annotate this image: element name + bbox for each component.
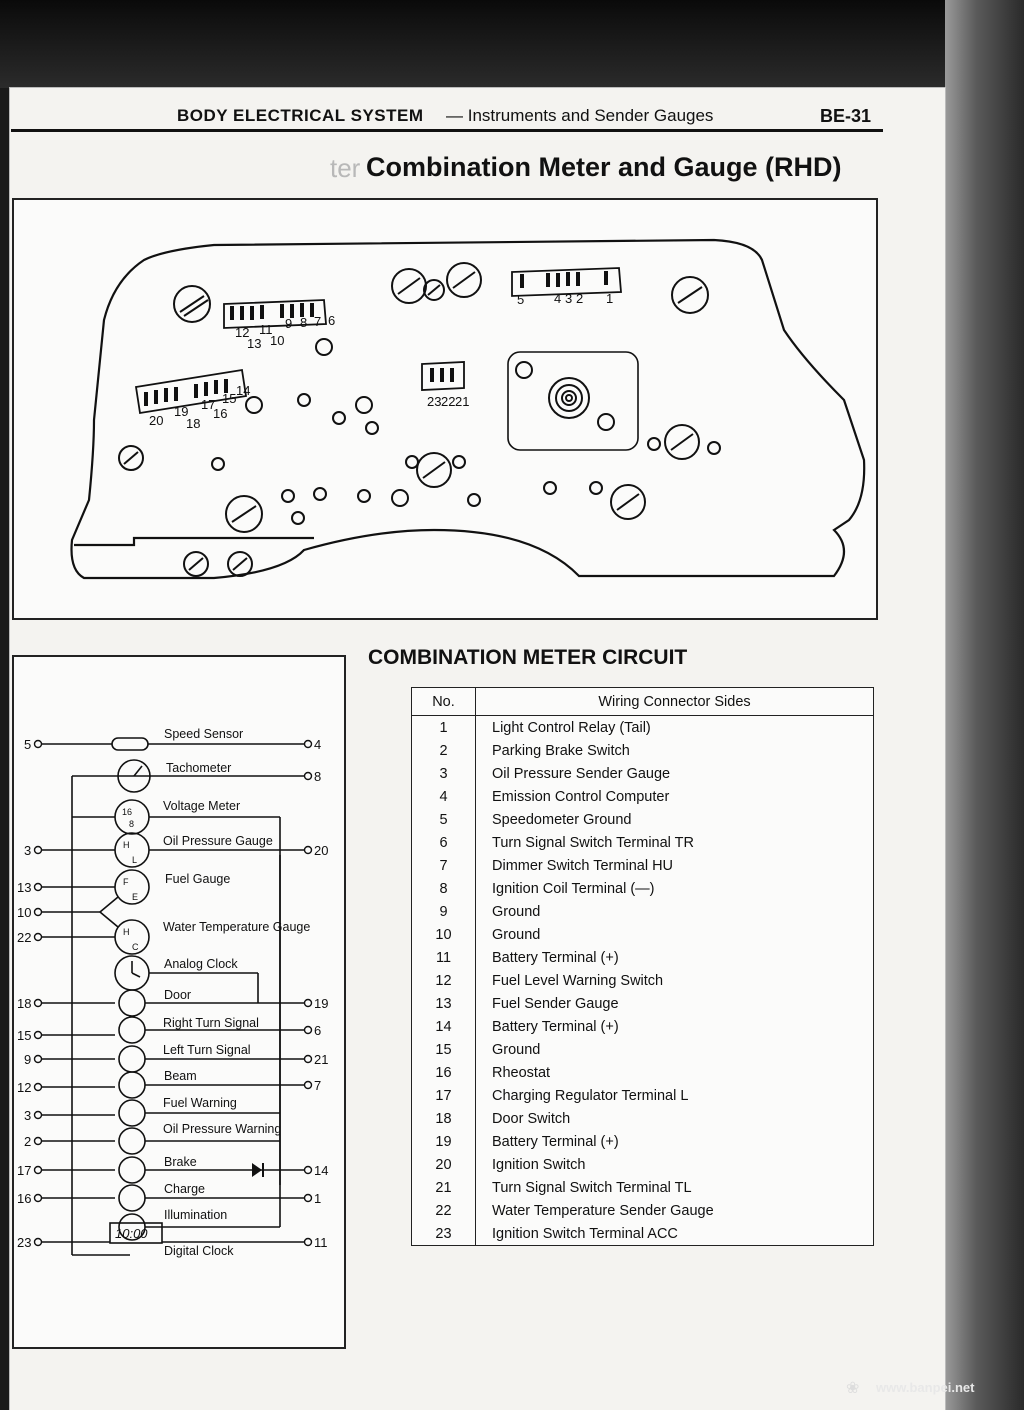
pin-label: 23: [427, 394, 442, 409]
meter-diagram-frame: [12, 198, 878, 620]
connector-side-cell: Speedometer Ground: [476, 808, 874, 831]
terminal-label: 8: [314, 769, 322, 784]
column-header-side: Wiring Connector Sides: [476, 688, 874, 716]
terminal-label: 5: [24, 737, 32, 752]
pin-label: 13: [247, 336, 262, 351]
table-row: [412, 739, 874, 762]
connector-side-cell: Light Control Relay (Tail): [476, 716, 874, 740]
terminal-label: 9: [24, 1052, 32, 1067]
connector-side-cell: Ignition Switch Terminal ACC: [476, 1222, 874, 1246]
watermark-logo-icon: ❀: [846, 1380, 860, 1397]
table-row: [412, 1153, 874, 1176]
table-row: [412, 946, 874, 969]
terminal-number-cell: 11: [412, 946, 476, 969]
table-row: [412, 1038, 874, 1061]
connector-side-cell: Oil Pressure Sender Gauge: [476, 762, 874, 785]
component-label: Door: [164, 988, 192, 1002]
table-row: [412, 992, 874, 1015]
table-row: [412, 785, 874, 808]
pin-label: 17: [201, 397, 216, 412]
table-row: [412, 854, 874, 877]
table-row: [412, 716, 874, 740]
terminal-number-cell: 8: [412, 877, 476, 900]
connector-side-cell: Door Switch: [476, 1107, 874, 1130]
component-label: Beam: [164, 1069, 197, 1083]
table-row: [412, 900, 874, 923]
connector-side-cell: Emission Control Computer: [476, 785, 874, 808]
header-section: BODY ELECTRICAL SYSTEM: [177, 106, 424, 125]
terminal-label: 11: [314, 1235, 328, 1250]
terminal-number-cell: 2: [412, 739, 476, 762]
pin-label: 20: [149, 413, 164, 428]
pin-label: 7: [314, 314, 322, 329]
terminal-number-cell: 3: [412, 762, 476, 785]
pin-label: 3: [565, 291, 573, 306]
terminal-label: 13: [17, 880, 32, 895]
terminal-label: 21: [314, 1052, 329, 1067]
component-label: Water Temperature Gauge: [163, 920, 311, 934]
terminal-number-cell: 4: [412, 785, 476, 808]
terminal-number-cell: 7: [412, 854, 476, 877]
table-row: [412, 831, 874, 854]
connector-side-cell: Ignition Switch: [476, 1153, 874, 1176]
gauge-mark: L: [132, 855, 138, 865]
component-label: Voltage Meter: [163, 799, 241, 813]
pin-label: 11: [259, 322, 273, 337]
table-row: [412, 1107, 874, 1130]
connector-side-cell: Ground: [476, 900, 874, 923]
terminal-number-cell: 5: [412, 808, 476, 831]
terminal-label: 6: [314, 1023, 322, 1038]
connector-side-cell: Fuel Level Warning Switch: [476, 969, 874, 992]
terminal-label: 1: [314, 1191, 322, 1206]
circuit-title: COMBINATION METER CIRCUIT: [368, 646, 688, 669]
component-label: Oil Pressure Gauge: [163, 834, 273, 848]
table-row: [412, 1130, 874, 1153]
terminal-label: 10: [17, 905, 32, 920]
pin-label: 21: [455, 394, 470, 409]
book-spine-shadow: [945, 0, 1024, 1410]
table-row: [412, 808, 874, 831]
component-label: Oil Pressure Warning: [163, 1122, 282, 1136]
wiring-table-body: [412, 716, 874, 1246]
pin-label: 14: [236, 383, 251, 398]
pin-label: 10: [270, 333, 285, 348]
terminal-number-cell: 13: [412, 992, 476, 1015]
terminal-label: 3: [24, 1108, 32, 1123]
bleed-through-text: ter: [330, 153, 361, 183]
connector-side-cell: Battery Terminal (+): [476, 946, 874, 969]
gauge-mark: 16: [122, 807, 133, 817]
table-row: [412, 1061, 874, 1084]
pin-label: 5: [517, 292, 525, 307]
pin-label: 1: [606, 291, 614, 306]
terminal-number-cell: 21: [412, 1176, 476, 1199]
pin-label: 12: [235, 325, 250, 340]
table-header-row: [412, 688, 874, 716]
terminal-label: 4: [314, 737, 322, 752]
connector-side-cell: Battery Terminal (+): [476, 1130, 874, 1153]
table-row: [412, 1015, 874, 1038]
component-label: Right Turn Signal: [163, 1016, 259, 1030]
watermark: www.banpei.net: [876, 1380, 975, 1395]
pin-label: 6: [328, 313, 336, 328]
terminal-label: 20: [314, 843, 329, 858]
pin-label: 4: [554, 291, 562, 306]
table-row: [412, 1222, 874, 1246]
component-label: Charge: [164, 1182, 205, 1196]
terminal-number-cell: 17: [412, 1084, 476, 1107]
component-label: Brake: [164, 1155, 197, 1169]
page-number: BE-31: [820, 106, 872, 126]
pin-label: 16: [213, 406, 228, 421]
terminal-number-cell: 10: [412, 923, 476, 946]
terminal-number-cell: 19: [412, 1130, 476, 1153]
connector-side-cell: Rheostat: [476, 1061, 874, 1084]
table-row: [412, 762, 874, 785]
table-row: [412, 1084, 874, 1107]
terminal-number-cell: 18: [412, 1107, 476, 1130]
pin-label: 22: [441, 394, 456, 409]
pin-label: 9: [285, 316, 293, 331]
digital-clock-display: 10:00: [115, 1226, 148, 1241]
gauge-mark: C: [132, 942, 139, 952]
gauge-mark: F: [123, 877, 129, 887]
page-title: Combination Meter and Gauge (RHD): [366, 152, 842, 182]
connector-side-cell: Water Temperature Sender Gauge: [476, 1199, 874, 1222]
connector-side-cell: Ignition Coil Terminal (—): [476, 877, 874, 900]
connector-side-cell: Fuel Sender Gauge: [476, 992, 874, 1015]
component-label: Left Turn Signal: [163, 1043, 251, 1057]
terminal-number-cell: 23: [412, 1222, 476, 1246]
gauge-mark: E: [132, 892, 139, 902]
connector-side-cell: Parking Brake Switch: [476, 739, 874, 762]
component-label: Illumination: [164, 1208, 228, 1222]
table-row: [412, 1199, 874, 1222]
component-label: Speed Sensor: [164, 727, 244, 741]
component-label: Fuel Warning: [163, 1096, 237, 1110]
terminal-label: 18: [17, 996, 32, 1011]
table-row: [412, 877, 874, 900]
terminal-label: 2: [24, 1134, 32, 1149]
terminal-number-cell: 6: [412, 831, 476, 854]
pin-label: 2: [576, 291, 584, 306]
table-row: [412, 1176, 874, 1199]
page-top-shadow: [0, 0, 1024, 88]
terminal-number-cell: 9: [412, 900, 476, 923]
combination-meter-rear-view: [14, 200, 876, 618]
connector-side-cell: Battery Terminal (+): [476, 1015, 874, 1038]
terminal-label: 14: [314, 1163, 329, 1178]
connector-side-cell: Charging Regulator Terminal L: [476, 1084, 874, 1107]
terminal-number-cell: 12: [412, 969, 476, 992]
terminal-label: 15: [17, 1028, 32, 1043]
terminal-label: 7: [314, 1078, 322, 1093]
gauge-mark: H: [123, 840, 130, 850]
terminal-label: 12: [17, 1080, 32, 1095]
pin-label: 18: [186, 416, 201, 431]
terminal-label: 16: [17, 1191, 32, 1206]
header-rule: [11, 129, 883, 132]
connector-side-cell: Ground: [476, 923, 874, 946]
component-label: Analog Clock: [164, 957, 238, 971]
terminal-number-cell: 22: [412, 1199, 476, 1222]
header-subsection: — Instruments and Sender Gauges: [446, 106, 714, 125]
component-label: Tachometer: [166, 761, 232, 775]
terminal-label: 19: [314, 996, 329, 1011]
terminal-number-cell: 20: [412, 1153, 476, 1176]
wiring-connector-table: [411, 687, 874, 1246]
terminal-label: 17: [17, 1163, 32, 1178]
terminal-number-cell: 14: [412, 1015, 476, 1038]
component-label: Digital Clock: [164, 1244, 234, 1258]
pin-label: 19: [174, 404, 189, 419]
screw-boss: [174, 286, 210, 322]
connector-side-cell: Ground: [476, 1038, 874, 1061]
gauge-mark: H: [123, 927, 130, 937]
terminal-label: 3: [24, 843, 32, 858]
combination-meter-circuit: [0, 655, 345, 1355]
terminal-number-cell: 16: [412, 1061, 476, 1084]
column-header-no: No.: [412, 688, 476, 716]
terminal-number-cell: 1: [412, 716, 476, 740]
terminal-label: 23: [17, 1235, 32, 1250]
pin-label: 8: [300, 315, 308, 330]
table-row: [412, 923, 874, 946]
component-label: Fuel Gauge: [165, 872, 231, 886]
terminal-number-cell: 15: [412, 1038, 476, 1061]
gauge-mark: 8: [129, 819, 135, 829]
connector-side-cell: Dimmer Switch Terminal HU: [476, 854, 874, 877]
connector-side-cell: Turn Signal Switch Terminal TL: [476, 1176, 874, 1199]
connector-side-cell: Turn Signal Switch Terminal TR: [476, 831, 874, 854]
terminal-label: 22: [17, 930, 32, 945]
table-row: [412, 969, 874, 992]
pin-label: 15: [222, 391, 237, 406]
